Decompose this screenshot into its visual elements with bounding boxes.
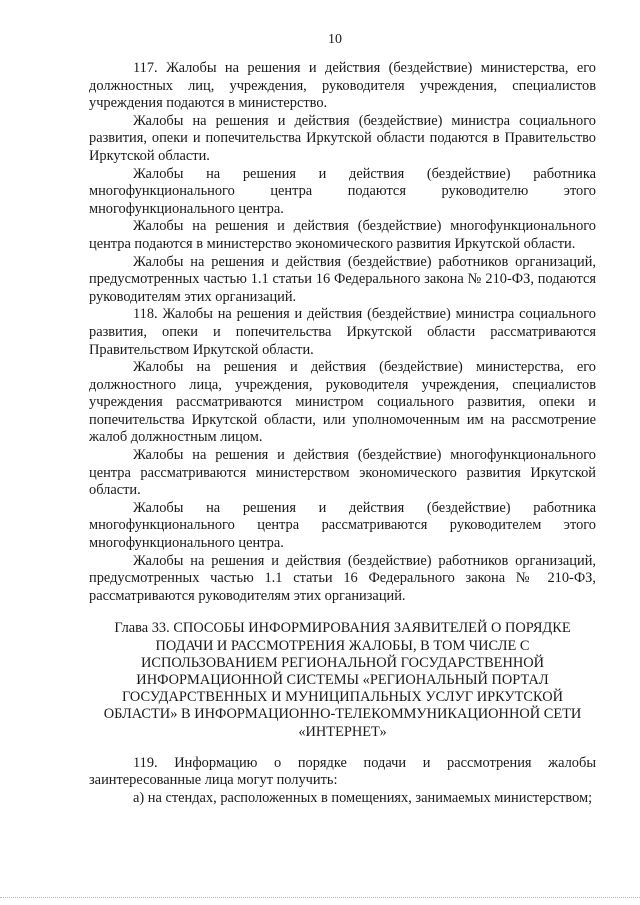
chapter-heading: Глава 33. СПОСОБЫ ИНФОРМИРОВАНИЯ ЗАЯВИТЕЛЕЙ О ПОРЯДКЕ ПОДАЧИ И РАССМОТРЕНИЯ ЖАЛОБЫ, В ТОМ ЧИСЛЕ С ИСПОЛЬЗОВАНИЕМ РЕГИОНАЛЬНОЙ ГОСУДАРСТВЕННОЙ ИНФОРМАЦИОННОЙ СИСТЕМЫ «РЕГИОНАЛЬНЫЙ ПОРТАЛ ГОСУДАРСТВЕННЫХ И МУНИЦИПАЛЬНЫХ УСЛУГ ИРКУТСКОЙ ОБЛАСТИ» В ИНФОРМАЦИОННО-ТЕЛЕКОММУНИКАЦИОННОЙ СЕТИ «ИНТЕРНЕТ»: [103, 620, 582, 740]
paragraph-complaint-mfc-worker-filing: Жалобы на решения и действия (бездействие) работника многофункционального центра подаются руководителю этого многофункционального центра.: [89, 165, 596, 217]
page-bottom-edge: [0, 897, 640, 898]
page-number: 10: [328, 32, 342, 47]
paragraph-complaint-organizations-review: Жалобы на решения и действия (бездействие) работников организаций, предусмотренных частью 1.1 статьи 16 Федерального закона № 210-ФЗ, рассматриваются руководителям этих организаций.: [89, 552, 596, 604]
paragraph-complaint-organizations-filing: Жалобы на решения и действия (бездействие) работников организаций, предусмотренных частью 1.1 статьи 16 Федерального закона № 210-ФЗ, подаются руководителям этих организаций.: [89, 253, 596, 305]
paragraph-119: 119. Информацию о порядке подачи и рассмотрения жалобы заинтересованные лица могут получить:: [89, 754, 596, 789]
paragraph-complaint-mfc-worker-review: Жалобы на решения и действия (бездействие) работника многофункционального центра рассматриваются руководителем этого многофункционального центра.: [89, 499, 596, 552]
paragraph-118: 118. Жалобы на решения и действия (бездействие) министра социального развития, опеки и попечительства Иркутской области рассматриваются Правительством Иркутской области.: [89, 306, 596, 358]
paragraph-119-item-a: а) на стендах, расположенных в помещениях, занимаемых министерством;: [133, 790, 593, 807]
paragraph-complaint-mfc-filing: Жалобы на решения и действия (бездействие) многофункционального центра подаются в министерство экономического развития Иркутской области.: [89, 218, 596, 252]
paragraph-complaint-ministry-review: Жалобы на решения и действия (бездействие) министерства, его должностного лица, учреждения, руководителя учреждения, специалистов учреждения рассматриваются министром социального развития, опеки и попечительства Иркутской области, или уполномоченным им на рассмотрение жалоб должностным лицом.: [89, 359, 596, 446]
paragraph-complaint-mfc-review: Жалобы на решения и действия (бездействие) многофункционального центра рассматриваются министерством экономического развития Иркутской области.: [89, 447, 596, 499]
paragraph-complaint-minister-filing: Жалобы на решения и действия (бездействие) министра социального развития, опеки и попечительства Иркутской области подаются в Правительство Иркутской области.: [89, 112, 596, 164]
paragraph-117: 117. Жалобы на решения и действия (бездействие) министерства, его должностных лиц, учреждения, руководителя учреждения, специалистов учреждения подаются в министерство.: [89, 60, 596, 112]
